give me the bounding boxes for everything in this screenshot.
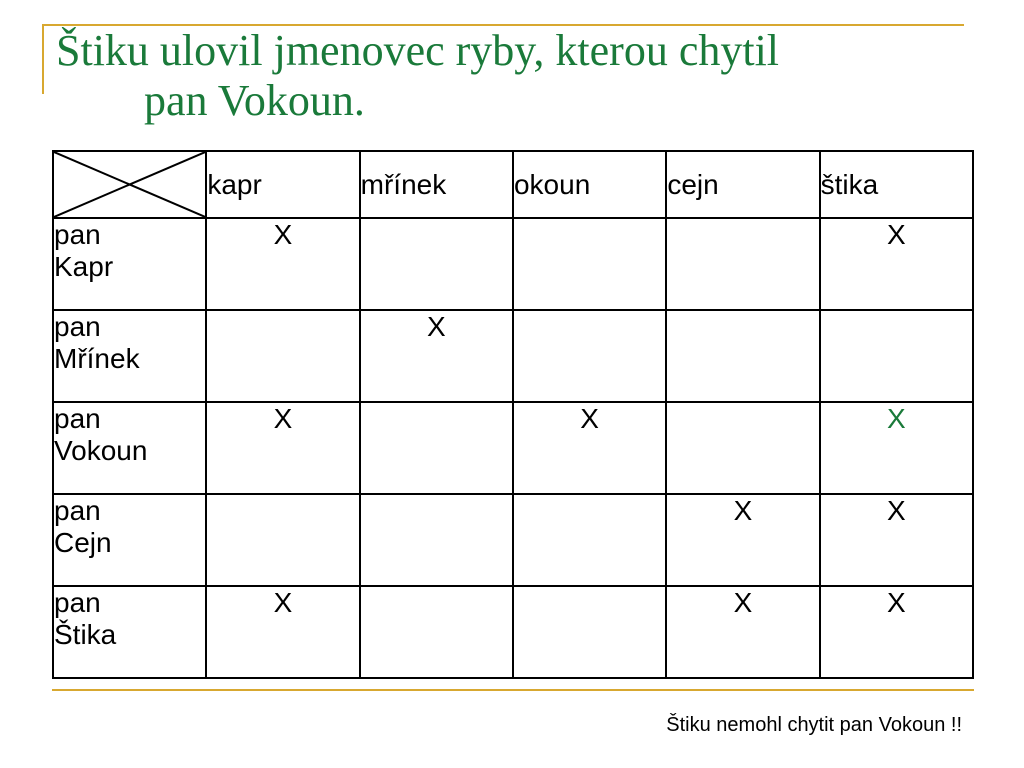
slide-title [56, 26, 779, 126]
header-kapr: kapr [206, 151, 359, 218]
grid-cell [513, 494, 666, 586]
table-row [53, 586, 973, 678]
table-row [53, 494, 973, 586]
corner-cross-icon [54, 152, 205, 217]
header-row [53, 151, 973, 218]
accent-line-left [42, 24, 44, 94]
grid-cell [666, 218, 819, 310]
row-label-mrinek: pan Mřínek [53, 310, 206, 402]
row-label-vokoun: pan Vokoun [53, 402, 206, 494]
table-row [53, 402, 973, 494]
grid-cell [360, 586, 513, 678]
row-label-stika: pan Štika [53, 586, 206, 678]
grid-cell: X [206, 586, 359, 678]
grid-cell [820, 310, 973, 402]
header-okoun: okoun [513, 151, 666, 218]
header-cejn: cejn [666, 151, 819, 218]
grid-cell [360, 402, 513, 494]
grid-cell [666, 310, 819, 402]
grid-cell: X [513, 402, 666, 494]
conclusion-note: Štiku nemohl chytit pan Vokoun !! [666, 714, 962, 736]
grid-cell: X [206, 218, 359, 310]
accent-line-bottom [52, 689, 974, 691]
grid-cell [513, 218, 666, 310]
grid-cell [206, 494, 359, 586]
table-row [53, 310, 973, 402]
grid-cell: X [206, 402, 359, 494]
header-mrinek: mřínek [360, 151, 513, 218]
grid-cell [360, 218, 513, 310]
grid-cell [513, 586, 666, 678]
row-label-cejn: pan Cejn [53, 494, 206, 586]
grid-cell [513, 310, 666, 402]
grid-cell: X [666, 586, 819, 678]
grid-cell-highlighted: X [820, 402, 973, 494]
title-line-1: Štiku ulovil jmenovec ryby, kterou chytil [56, 26, 780, 75]
grid-cell: X [820, 218, 973, 310]
title-line-2: pan Vokoun. [144, 76, 365, 125]
grid-cell: X [820, 494, 973, 586]
grid-cell [206, 310, 359, 402]
corner-cell [53, 151, 206, 218]
row-label-kapr: pan Kapr [53, 218, 206, 310]
grid-cell [666, 402, 819, 494]
logic-grid-table [52, 150, 974, 679]
grid-cell: X [666, 494, 819, 586]
grid-cell: X [820, 586, 973, 678]
table-row [53, 218, 973, 310]
header-stika: štika [820, 151, 973, 218]
grid-cell [360, 494, 513, 586]
grid-cell: X [360, 310, 513, 402]
